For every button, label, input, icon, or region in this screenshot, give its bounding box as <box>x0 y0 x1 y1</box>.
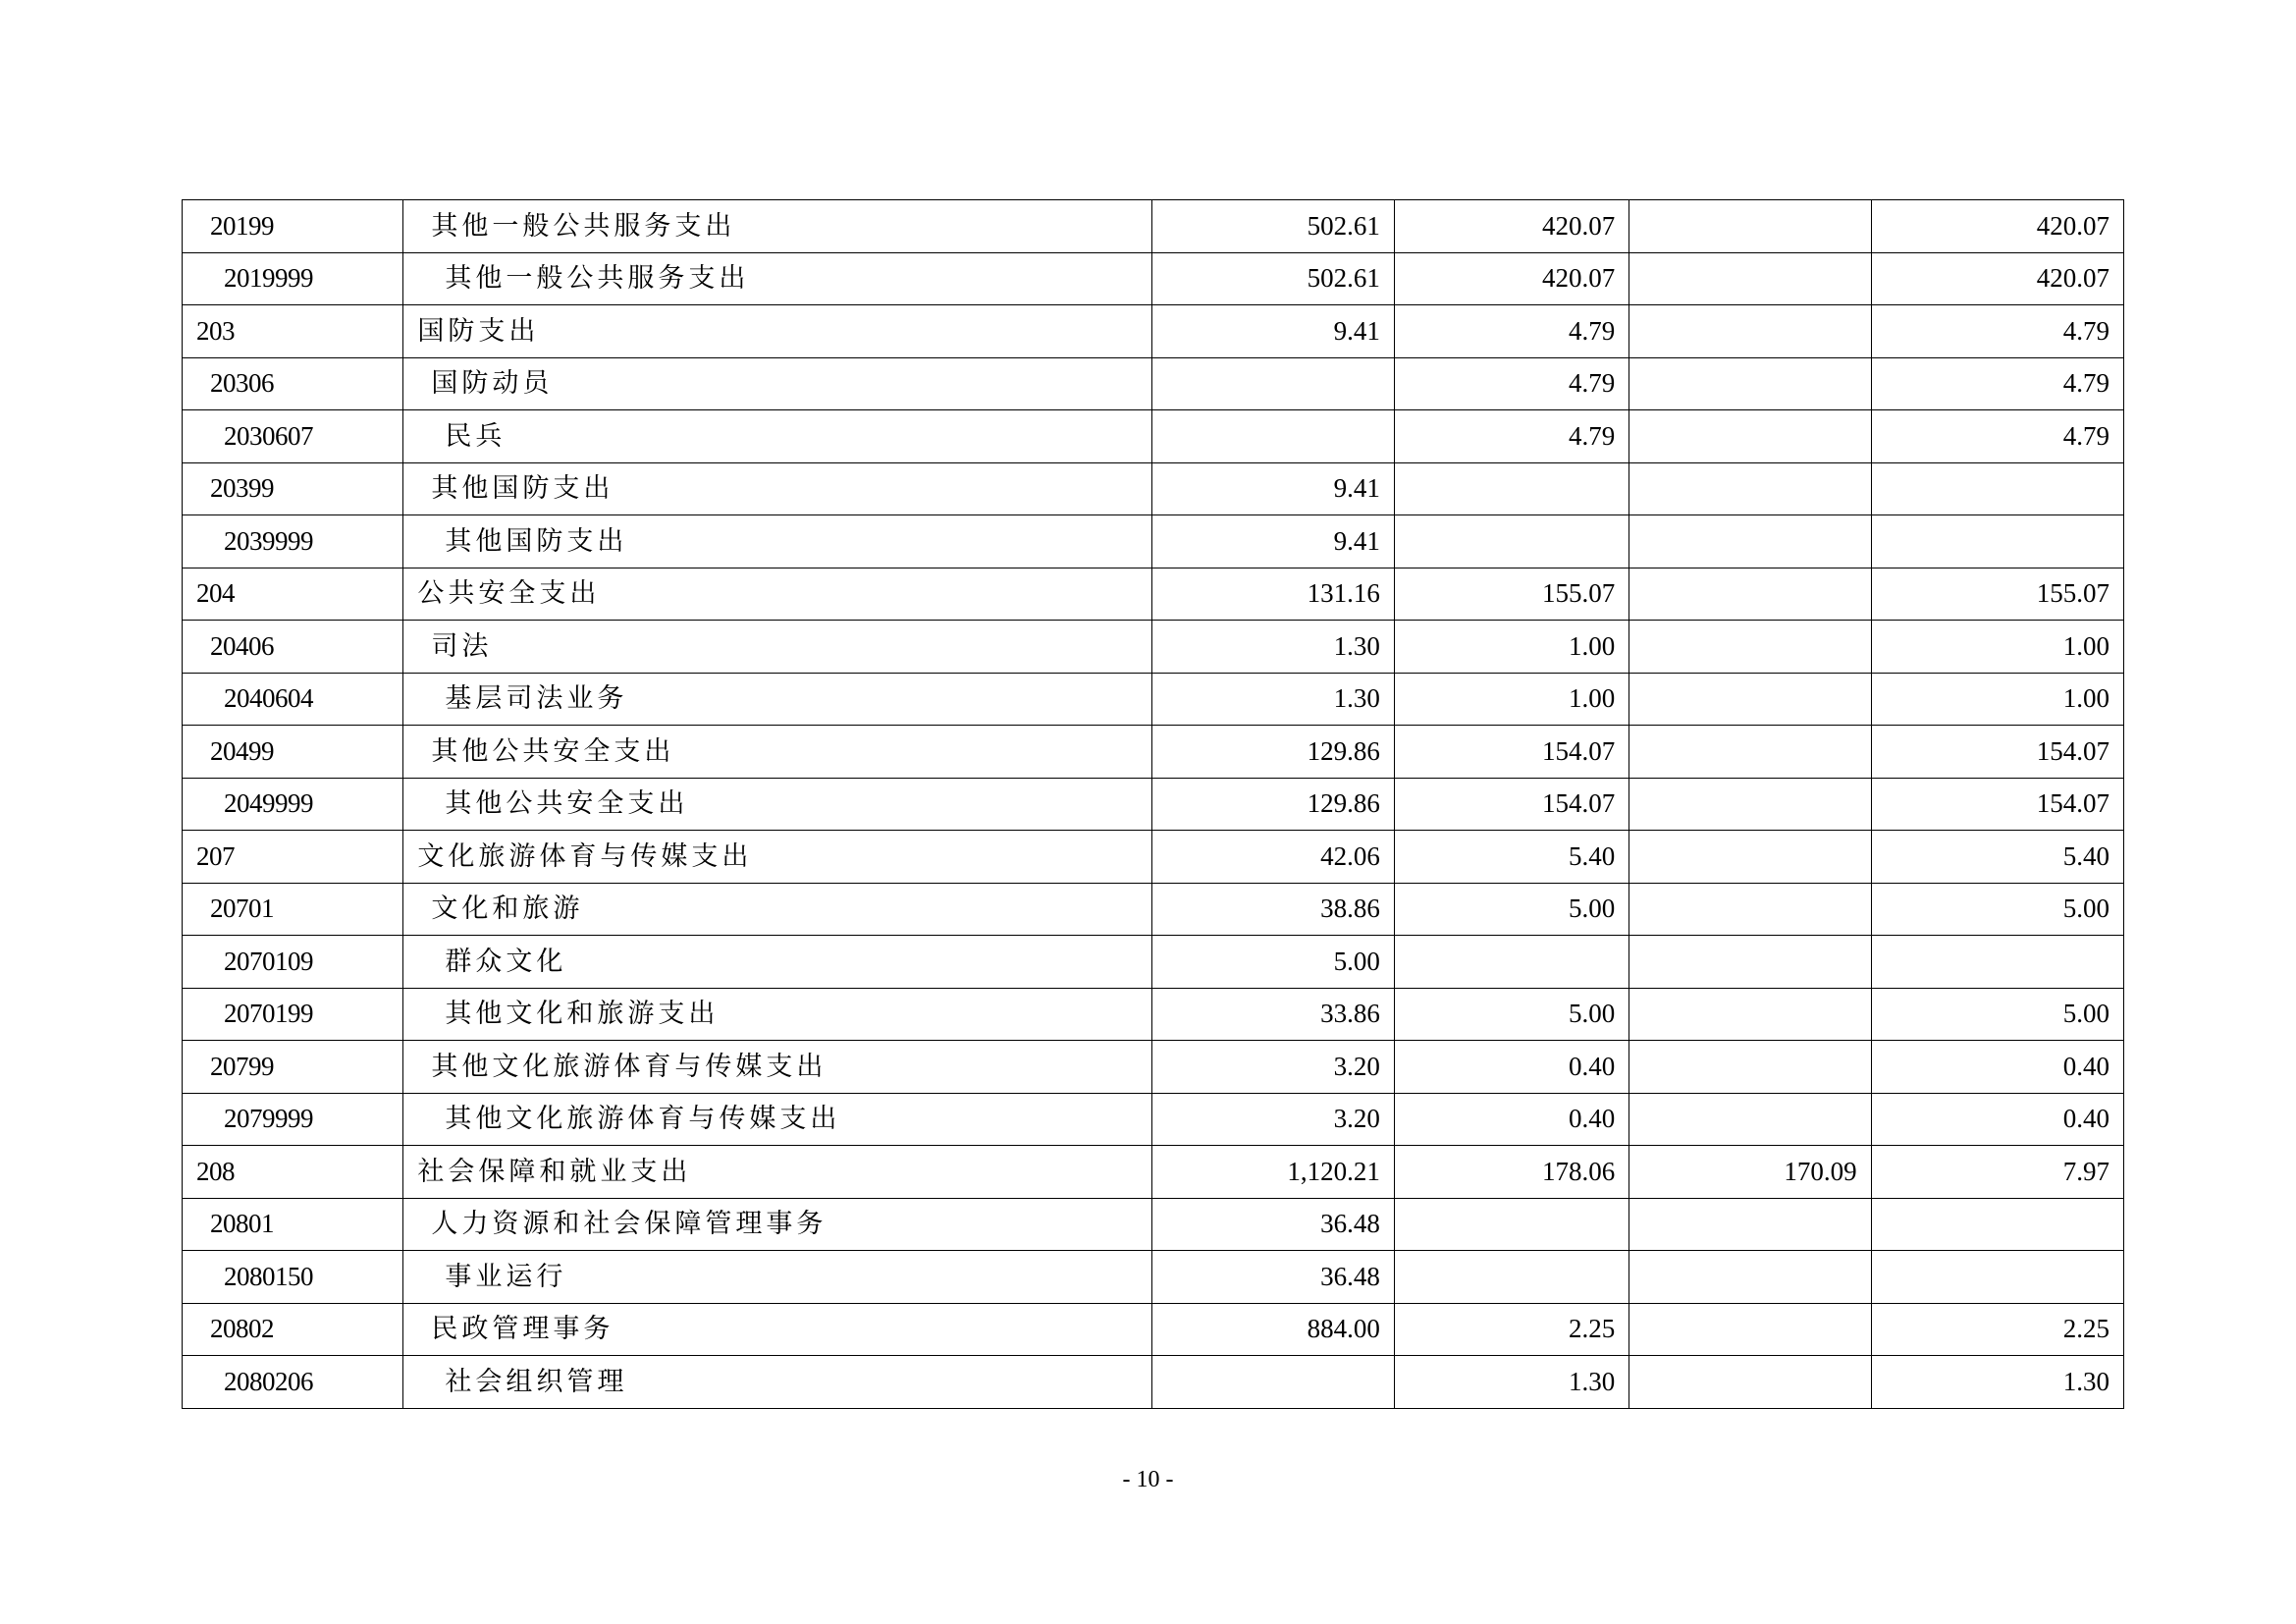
row-value-2-cell <box>1394 515 1629 568</box>
row-value-2-cell: 4.79 <box>1394 357 1629 410</box>
row-value-2-cell: 1.30 <box>1394 1356 1629 1409</box>
table-row <box>183 988 2124 1041</box>
page-number: - 10 - <box>1122 1467 1174 1492</box>
row-value-1-cell: 36.48 <box>1152 1198 1394 1251</box>
row-value-4-cell: 1.00 <box>1871 621 2123 674</box>
row-code-cell: 2040604 <box>183 673 403 726</box>
row-value-4-cell: 7.97 <box>1871 1146 2123 1199</box>
row-code-cell: 20802 <box>183 1303 403 1356</box>
row-value-4-cell: 1.30 <box>1871 1356 2123 1409</box>
row-name-cell: 公共安全支出 <box>403 568 1152 621</box>
table-row <box>183 357 2124 410</box>
row-value-3-cell <box>1629 1303 1871 1356</box>
row-value-1-cell <box>1152 357 1394 410</box>
row-code-cell: 2049999 <box>183 778 403 831</box>
table-body <box>183 200 2124 1409</box>
row-value-3-cell <box>1629 621 1871 674</box>
row-value-3-cell <box>1629 1356 1871 1409</box>
row-value-4-cell: 4.79 <box>1871 357 2123 410</box>
row-code-cell: 20406 <box>183 621 403 674</box>
row-value-4-cell: 4.79 <box>1871 305 2123 358</box>
row-value-2-cell: 2.25 <box>1394 1303 1629 1356</box>
row-name-cell: 文化旅游体育与传媒支出 <box>403 831 1152 884</box>
row-value-4-cell: 2.25 <box>1871 1303 2123 1356</box>
row-value-1-cell <box>1152 1356 1394 1409</box>
table-row <box>183 1198 2124 1251</box>
row-name-cell: 其他公共安全支出 <box>403 778 1152 831</box>
table-row <box>183 462 2124 515</box>
table-row <box>183 1251 2124 1304</box>
row-name-cell: 社会保障和就业支出 <box>403 1146 1152 1199</box>
row-name-cell: 其他公共安全支出 <box>403 726 1152 779</box>
row-name-cell: 司法 <box>403 621 1152 674</box>
row-value-3-cell <box>1629 1093 1871 1146</box>
row-value-3-cell <box>1629 778 1871 831</box>
row-value-1-cell: 502.61 <box>1152 252 1394 305</box>
row-value-2-cell: 178.06 <box>1394 1146 1629 1199</box>
row-value-4-cell: 0.40 <box>1871 1093 2123 1146</box>
row-value-4-cell <box>1871 515 2123 568</box>
row-value-1-cell: 129.86 <box>1152 778 1394 831</box>
row-value-3-cell <box>1629 883 1871 936</box>
row-code-cell: 2079999 <box>183 1093 403 1146</box>
row-value-3-cell <box>1629 305 1871 358</box>
row-value-3-cell <box>1629 252 1871 305</box>
row-name-cell: 民政管理事务 <box>403 1303 1152 1356</box>
row-code-cell: 20399 <box>183 462 403 515</box>
row-code-cell: 203 <box>183 305 403 358</box>
row-name-cell: 其他国防支出 <box>403 462 1152 515</box>
row-value-3-cell <box>1629 1041 1871 1094</box>
row-value-1-cell: 131.16 <box>1152 568 1394 621</box>
row-value-3-cell <box>1629 515 1871 568</box>
row-value-4-cell <box>1871 462 2123 515</box>
row-code-cell: 2039999 <box>183 515 403 568</box>
row-value-2-cell: 154.07 <box>1394 726 1629 779</box>
row-name-cell: 人力资源和社会保障管理事务 <box>403 1198 1152 1251</box>
row-value-1-cell: 502.61 <box>1152 200 1394 253</box>
row-code-cell: 20306 <box>183 357 403 410</box>
row-value-4-cell: 5.00 <box>1871 988 2123 1041</box>
row-value-1-cell: 129.86 <box>1152 726 1394 779</box>
row-value-2-cell: 5.40 <box>1394 831 1629 884</box>
table-row <box>183 1041 2124 1094</box>
row-name-cell: 基层司法业务 <box>403 673 1152 726</box>
row-value-1-cell: 1,120.21 <box>1152 1146 1394 1199</box>
row-value-4-cell: 420.07 <box>1871 252 2123 305</box>
table-row <box>183 831 2124 884</box>
row-code-cell: 20801 <box>183 1198 403 1251</box>
row-value-3-cell <box>1629 357 1871 410</box>
row-name-cell: 社会组织管理 <box>403 1356 1152 1409</box>
row-name-cell: 民兵 <box>403 410 1152 463</box>
row-value-2-cell: 4.79 <box>1394 305 1629 358</box>
table-row <box>183 673 2124 726</box>
row-code-cell: 20199 <box>183 200 403 253</box>
row-value-2-cell: 1.00 <box>1394 673 1629 726</box>
table-row <box>183 883 2124 936</box>
row-value-3-cell <box>1629 200 1871 253</box>
row-value-1-cell: 38.86 <box>1152 883 1394 936</box>
row-value-1-cell: 36.48 <box>1152 1251 1394 1304</box>
row-code-cell: 208 <box>183 1146 403 1199</box>
row-name-cell: 其他一般公共服务支出 <box>403 200 1152 253</box>
row-value-2-cell: 155.07 <box>1394 568 1629 621</box>
row-value-3-cell <box>1629 936 1871 989</box>
row-code-cell: 20799 <box>183 1041 403 1094</box>
table-row <box>183 1146 2124 1199</box>
row-value-3-cell <box>1629 568 1871 621</box>
row-code-cell: 2019999 <box>183 252 403 305</box>
row-code-cell: 20701 <box>183 883 403 936</box>
row-value-2-cell: 420.07 <box>1394 252 1629 305</box>
row-value-1-cell: 3.20 <box>1152 1093 1394 1146</box>
row-value-4-cell: 420.07 <box>1871 200 2123 253</box>
row-code-cell: 2080150 <box>183 1251 403 1304</box>
row-value-4-cell <box>1871 1198 2123 1251</box>
table-row <box>183 410 2124 463</box>
row-value-1-cell <box>1152 410 1394 463</box>
table-row <box>183 1356 2124 1409</box>
row-name-cell: 国防动员 <box>403 357 1152 410</box>
row-name-cell: 其他文化和旅游支出 <box>403 988 1152 1041</box>
row-name-cell: 其他文化旅游体育与传媒支出 <box>403 1093 1152 1146</box>
table-row <box>183 305 2124 358</box>
row-value-1-cell: 9.41 <box>1152 305 1394 358</box>
row-value-2-cell: 5.00 <box>1394 883 1629 936</box>
row-value-2-cell <box>1394 462 1629 515</box>
row-value-2-cell: 1.00 <box>1394 621 1629 674</box>
row-value-1-cell: 9.41 <box>1152 462 1394 515</box>
row-value-1-cell: 884.00 <box>1152 1303 1394 1356</box>
row-name-cell: 国防支出 <box>403 305 1152 358</box>
row-value-2-cell: 420.07 <box>1394 200 1629 253</box>
row-value-2-cell: 4.79 <box>1394 410 1629 463</box>
row-name-cell: 群众文化 <box>403 936 1152 989</box>
row-name-cell: 其他文化旅游体育与传媒支出 <box>403 1041 1152 1094</box>
table-row <box>183 726 2124 779</box>
table-row <box>183 1093 2124 1146</box>
row-value-1-cell: 5.00 <box>1152 936 1394 989</box>
row-value-3-cell <box>1629 673 1871 726</box>
row-code-cell: 2030607 <box>183 410 403 463</box>
table-row <box>183 1303 2124 1356</box>
table-row <box>183 200 2124 253</box>
row-value-3-cell <box>1629 410 1871 463</box>
row-value-3-cell <box>1629 1251 1871 1304</box>
row-value-4-cell <box>1871 1251 2123 1304</box>
row-value-1-cell: 3.20 <box>1152 1041 1394 1094</box>
row-code-cell: 20499 <box>183 726 403 779</box>
row-code-cell: 2070199 <box>183 988 403 1041</box>
row-value-4-cell: 5.40 <box>1871 831 2123 884</box>
row-value-4-cell: 0.40 <box>1871 1041 2123 1094</box>
row-code-cell: 204 <box>183 568 403 621</box>
row-name-cell: 其他一般公共服务支出 <box>403 252 1152 305</box>
row-value-2-cell <box>1394 1198 1629 1251</box>
row-value-3-cell <box>1629 726 1871 779</box>
row-value-4-cell: 155.07 <box>1871 568 2123 621</box>
row-value-2-cell: 5.00 <box>1394 988 1629 1041</box>
row-value-4-cell: 1.00 <box>1871 673 2123 726</box>
row-value-4-cell: 4.79 <box>1871 410 2123 463</box>
row-code-cell: 207 <box>183 831 403 884</box>
row-code-cell: 2080206 <box>183 1356 403 1409</box>
row-value-2-cell: 154.07 <box>1394 778 1629 831</box>
table-row <box>183 515 2124 568</box>
row-value-2-cell <box>1394 936 1629 989</box>
row-value-3-cell: 170.09 <box>1629 1146 1871 1199</box>
row-value-4-cell: 154.07 <box>1871 726 2123 779</box>
row-value-4-cell: 154.07 <box>1871 778 2123 831</box>
table-row <box>183 778 2124 831</box>
row-value-3-cell <box>1629 1198 1871 1251</box>
row-value-3-cell <box>1629 462 1871 515</box>
table-row <box>183 252 2124 305</box>
row-value-4-cell <box>1871 936 2123 989</box>
row-name-cell: 事业运行 <box>403 1251 1152 1304</box>
row-value-2-cell <box>1394 1251 1629 1304</box>
row-value-1-cell: 1.30 <box>1152 621 1394 674</box>
row-code-cell: 2070109 <box>183 936 403 989</box>
table-row <box>183 621 2124 674</box>
row-value-1-cell: 33.86 <box>1152 988 1394 1041</box>
row-value-4-cell: 5.00 <box>1871 883 2123 936</box>
row-value-1-cell: 9.41 <box>1152 515 1394 568</box>
row-value-2-cell: 0.40 <box>1394 1093 1629 1146</box>
row-value-2-cell: 0.40 <box>1394 1041 1629 1094</box>
row-value-3-cell <box>1629 988 1871 1041</box>
table-row <box>183 568 2124 621</box>
row-value-1-cell: 42.06 <box>1152 831 1394 884</box>
row-value-1-cell: 1.30 <box>1152 673 1394 726</box>
row-value-3-cell <box>1629 831 1871 884</box>
row-name-cell: 其他国防支出 <box>403 515 1152 568</box>
table-row <box>183 936 2124 989</box>
budget-table <box>182 199 2124 1409</box>
row-name-cell: 文化和旅游 <box>403 883 1152 936</box>
